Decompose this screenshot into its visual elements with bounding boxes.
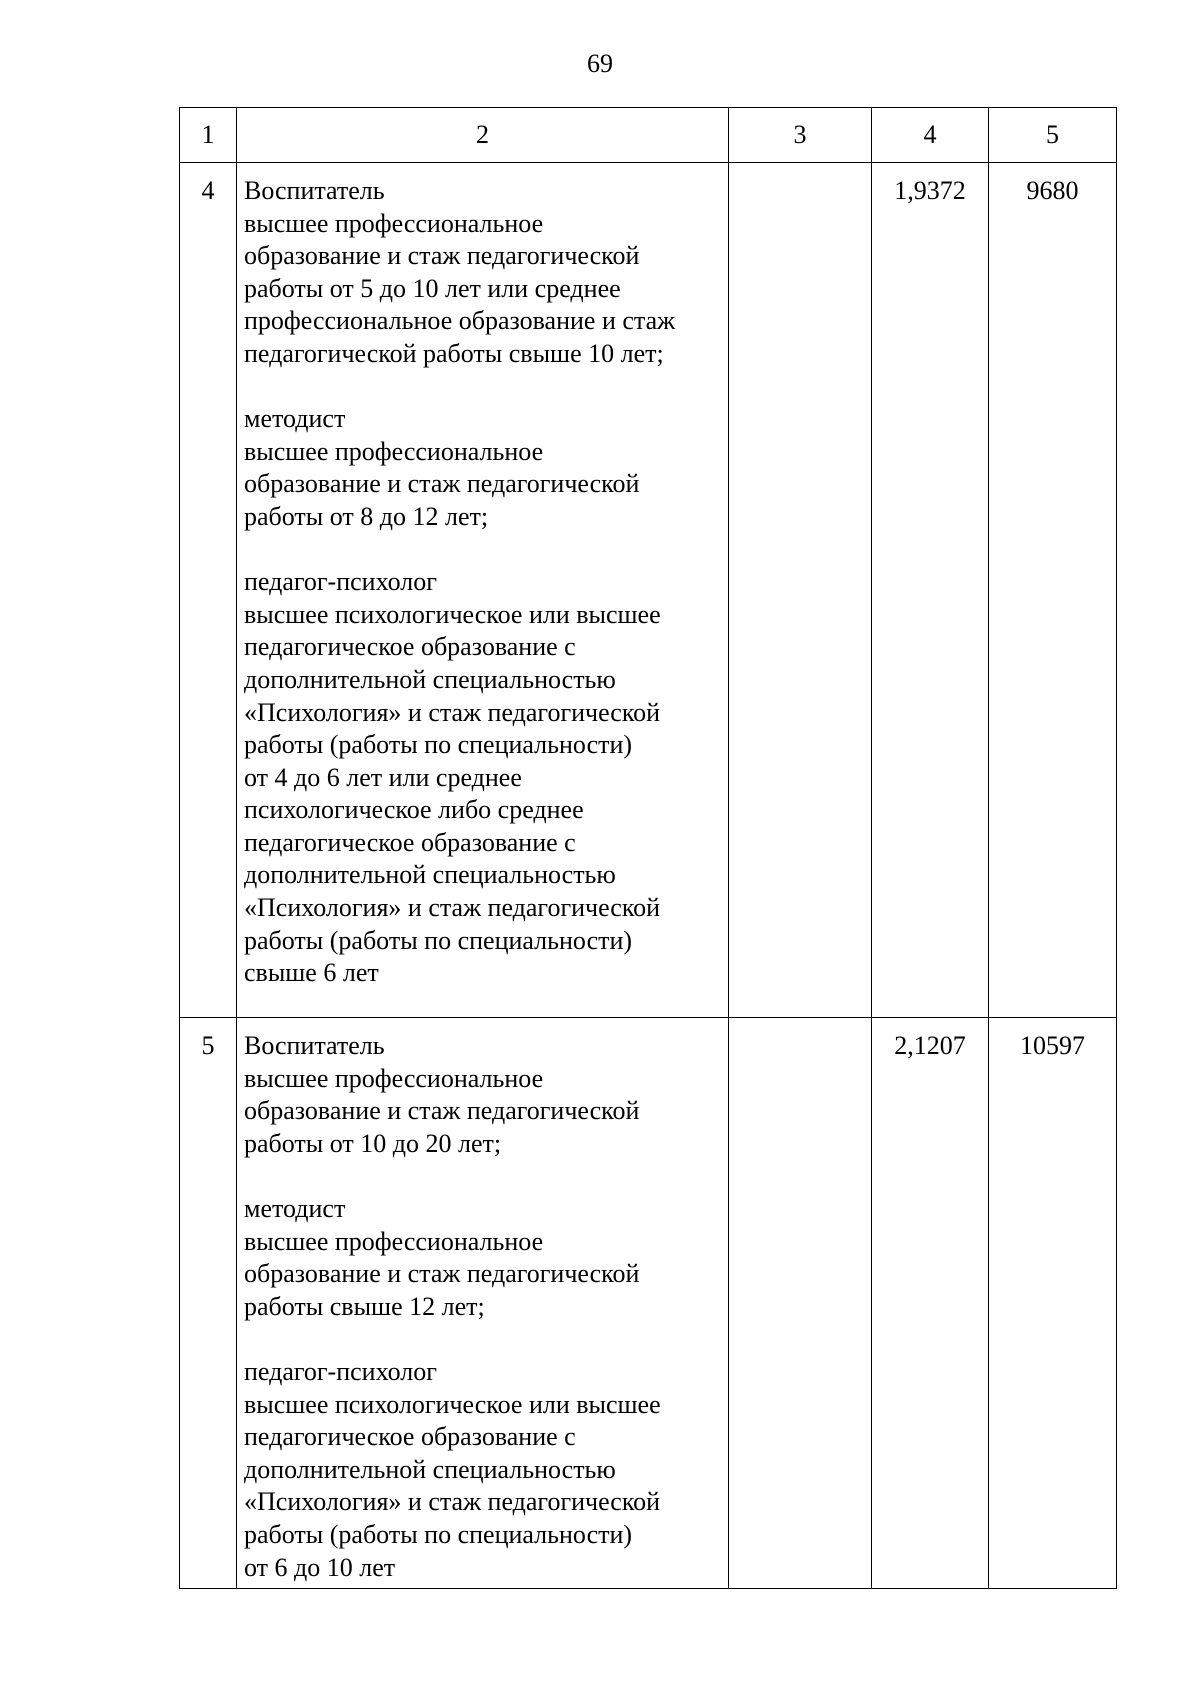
table-row — [180, 1018, 1117, 1589]
requirement-paragraph: Воспитатель высшее профессиональное образование и стаж педагогической работы от 5 до 10 лет или среднее профессиональное образование и стаж педагогической работы свыше 10 лет; — [244, 176, 676, 368]
position-requirements — [237, 1018, 729, 1589]
amount-cell: 9680 — [989, 163, 1117, 1018]
header-cell-3: 3 — [729, 108, 872, 163]
column-3-cell — [729, 163, 872, 1018]
column-3-cell — [729, 1018, 872, 1589]
page-number: 69 — [587, 49, 613, 78]
coefficient-cell: 2,1207 — [872, 1018, 989, 1589]
requirement-paragraph: Воспитатель высшее профессиональное образование и стаж педагогической работы от 10 до 20 лет; — [244, 1031, 640, 1158]
requirement-paragraph: педагог-психолог высшее психологическое или высшее педагогическое образование с дополнительной специальностью «Психология» и стаж педагогической работы (работы по специальности) от 6 до 10 лет — [244, 1356, 661, 1582]
header-cell-5: 5 — [989, 108, 1117, 163]
header-cell-1: 1 — [180, 108, 237, 163]
requirement-paragraph: педагог-психолог высшее психологическое или высшее педагогическое образование с дополнительной специальностью «Психология» и стаж педагогической работы (работы по специальности) от 4 до 6 лет или среднее психологическое либо среднее педагогическое образование с дополнительной специальностью «Психология» и стаж педагогической работы (работы по специальности) свыше 6 лет — [244, 567, 661, 988]
row-number: 5 — [180, 1018, 237, 1589]
table-row — [180, 163, 1117, 1018]
salary-table — [179, 107, 1117, 1589]
table-header-row — [180, 108, 1117, 163]
requirement-paragraph: методист высшее профессиональное образование и стаж педагогической работы свыше 12 лет; — [244, 1193, 640, 1321]
row-number: 4 — [180, 163, 237, 1018]
position-requirements — [237, 163, 729, 1018]
coefficient-cell: 1,9372 — [872, 163, 989, 1018]
amount-cell: 10597 — [989, 1018, 1117, 1589]
requirement-paragraph: методист высшее профессиональное образование и стаж педагогической работы от 8 до 12 лет; — [244, 404, 640, 531]
header-cell-2: 2 — [237, 108, 729, 163]
header-cell-4: 4 — [872, 108, 989, 163]
